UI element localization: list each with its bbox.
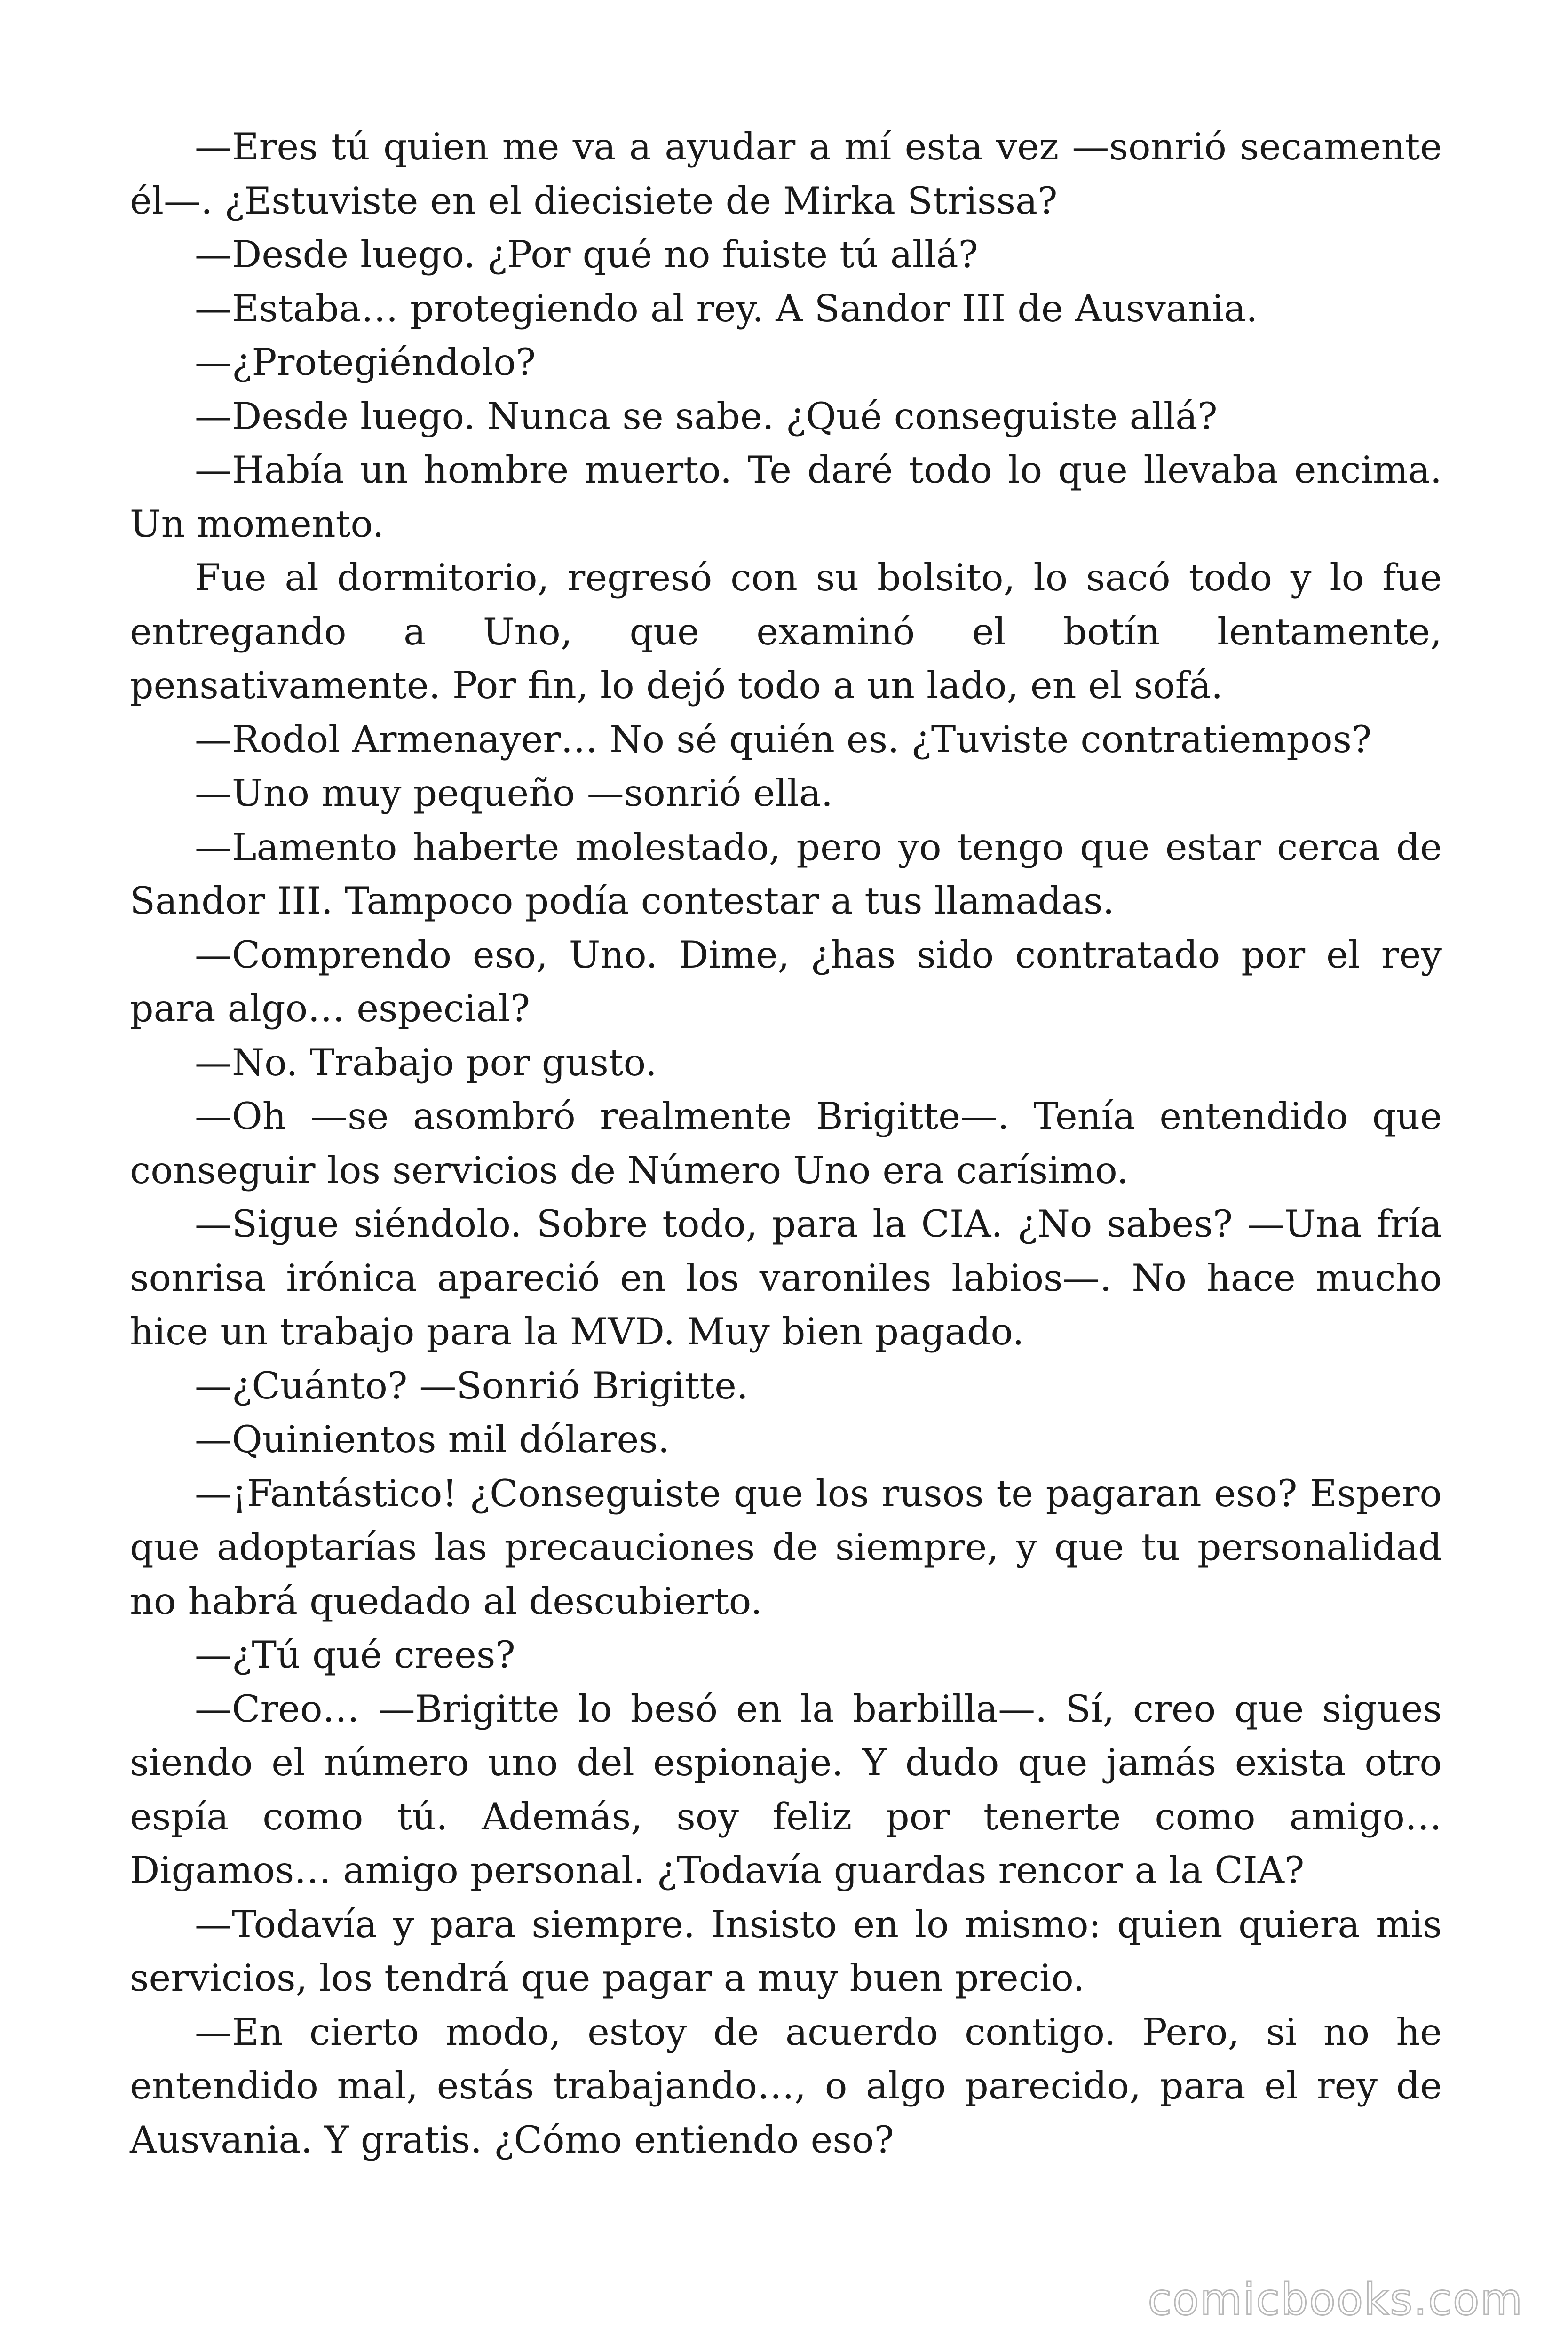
paragraph: —Rodol Armenayer… No sé quién es. ¿Tuviste contratiempos? — [195, 717, 1372, 761]
paragraph: —Desde luego. ¿Por qué no fuiste tú allá? — [195, 233, 978, 276]
paragraph: —Estaba… protegiendo al rey. A Sandor III de Ausvania. — [195, 286, 1258, 330]
paragraph: Fue al dormitorio, regresó con su bolsito, lo sacó todo y lo fue entregando a Uno, que examinó el botín lentamente, pensativamente. Por fin, lo dejó todo a un lado, en el sofá. — [130, 556, 1442, 707]
paragraph: —¿Tú qué crees? — [195, 1633, 515, 1677]
paragraph: —¿Protegiéndolo? — [195, 341, 536, 384]
paragraph: —En cierto modo, estoy de acuerdo contigo. Pero, si no he entendido mal, estás trabajando…, o algo parecido, para el rey de Ausvania. Y gratis. ¿Cómo entiendo eso? — [130, 2010, 1442, 2161]
body-text — [130, 120, 1442, 2167]
paragraph: —Había un hombre muerto. Te daré todo lo que llevaba encima. Un momento. — [130, 448, 1442, 546]
site-watermark: comicbooks.com — [1148, 2274, 1523, 2325]
paragraph: —Quinientos mil dólares. — [195, 1418, 670, 1461]
paragraph: —Comprendo eso, Uno. Dime, ¿has sido contratado por el rey para algo… especial? — [130, 933, 1442, 1030]
paragraph: —Creo… —Brigitte lo besó en la barbilla—. Sí, creo que sigues siendo el número uno del espionaje. Y dudo que jamás exista otro espía como tú. Además, soy feliz por tenerte como amigo… Digamos… amigo personal. ¿Todavía guardas rencor a la CIA? — [130, 1687, 1442, 1892]
paragraph: —Oh —se asombró realmente Brigitte—. Tenía entendido que conseguir los servicios de Número Uno era carísimo. — [130, 1095, 1442, 1192]
paragraph: —¡Fantástico! ¿Conseguiste que los rusos te pagaran eso? Espero que adoptarías las precauciones de siempre, y que tu personalidad no habrá quedado al descubierto. — [130, 1471, 1442, 1623]
paragraph: —¿Cuánto? —Sonrió Brigitte. — [195, 1364, 748, 1407]
paragraph: —No. Trabajo por gusto. — [195, 1041, 657, 1084]
paragraph: —Desde luego. Nunca se sabe. ¿Qué conseguiste allá? — [195, 394, 1218, 438]
paragraph: —Uno muy pequeño —sonrió ella. — [195, 771, 833, 815]
paragraph: —Lamento haberte molestado, pero yo tengo que estar cerca de Sandor III. Tampoco podía contestar a tus llamadas. — [130, 825, 1442, 922]
paragraph: —Todavía y para siempre. Insisto en lo mismo: quien quiera mis servicios, los tendrá que pagar a muy buen precio. — [130, 1902, 1442, 2000]
paragraph: —Eres tú quien me va a ayudar a mí esta vez —sonrió secamente él—. ¿Estuviste en el diecisiete de Mirka Strissa? — [130, 125, 1442, 222]
paragraph: —Sigue siéndolo. Sobre todo, para la CIA. ¿No sabes? —Una fría sonrisa irónica apareció en los varoniles labios—. No hace mucho hice un trabajo para la MVD. Muy bien pagado. — [130, 1202, 1442, 1353]
